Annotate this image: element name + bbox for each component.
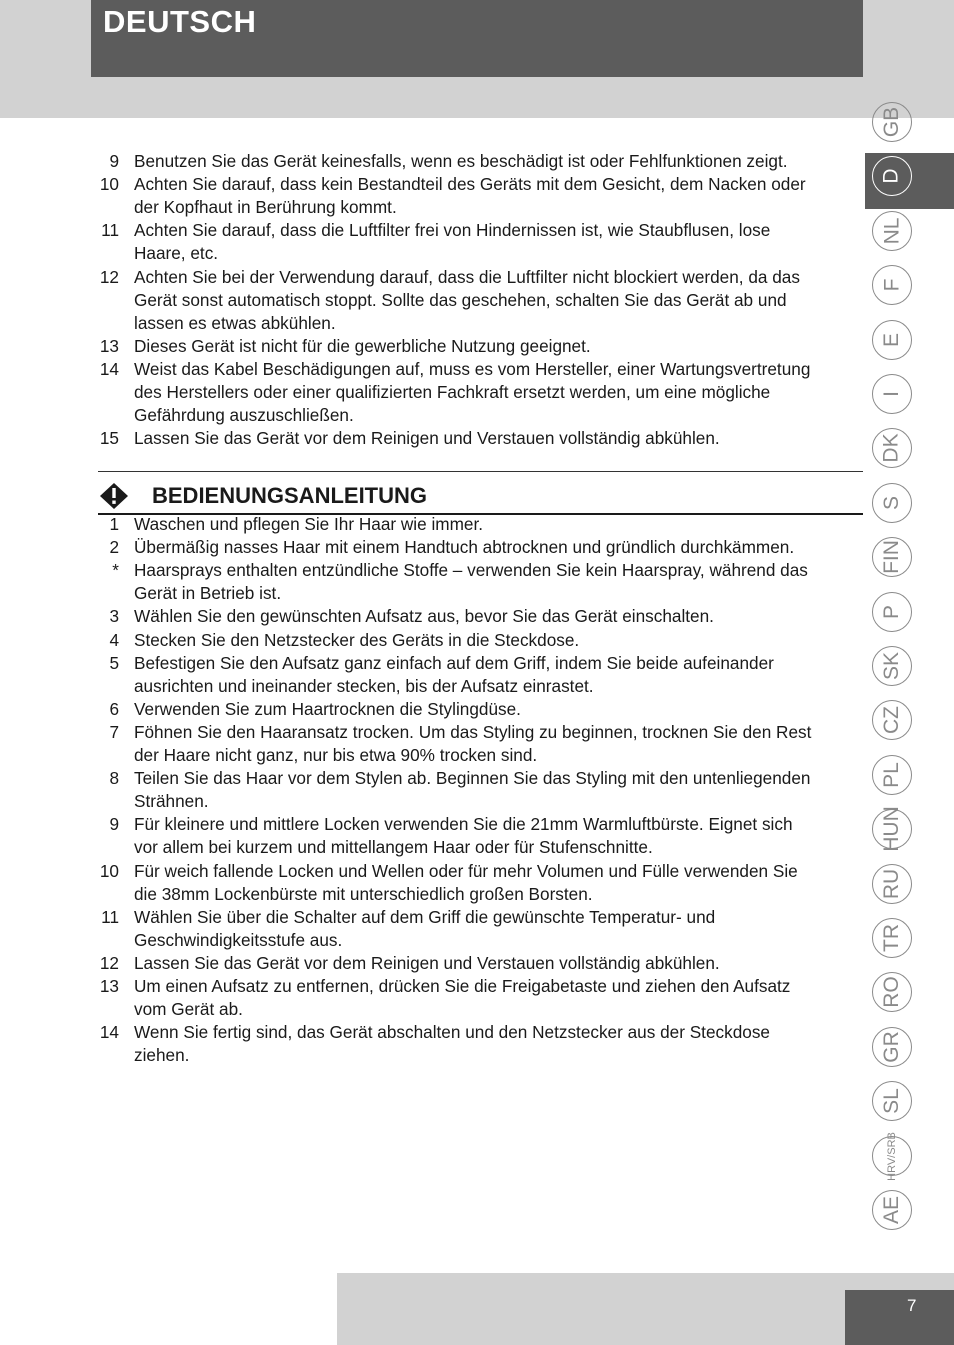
language-tab-ro[interactable] — [872, 972, 912, 1012]
language-tab-fin[interactable] — [872, 537, 912, 577]
list-item-line: der Kopfhaut in Berührung kommt. — [134, 197, 397, 218]
language-tab-hun[interactable] — [872, 806, 912, 852]
list-item-line: Für kleinere und mittlere Locken verwenden Sie die 21mm Warmluftbürste. Eignet sich — [134, 814, 793, 835]
list-item-number: 4 — [109, 629, 119, 650]
language-tab-s[interactable] — [872, 483, 912, 523]
list-item-text — [134, 605, 861, 628]
language-tab-label: FIN — [879, 540, 903, 574]
list-item-text — [134, 513, 861, 536]
language-tab-label: SL — [880, 1088, 903, 1114]
language-tab-p[interactable] — [872, 592, 912, 632]
list-item-number: 14 — [99, 358, 119, 379]
list-item-number: 10 — [99, 174, 119, 195]
list-item-line: Wählen Sie über die Schalter auf dem Griff die gewünschte Temperatur- und — [134, 906, 716, 927]
list-item-number: 12 — [99, 952, 119, 973]
section-divider-top — [98, 471, 863, 472]
list-item-line: Befestigen Sie den Aufsatz ganz einfach auf dem Griff, indem Sie beide aufeinander — [134, 652, 774, 673]
list-item-text — [134, 358, 861, 427]
list-item-number: 9 — [109, 814, 119, 835]
language-tab-label: HRV/SRB — [885, 1131, 898, 1181]
list-item-line: Föhnen Sie den Haaransatz trocken. Um das Styling zu beginnen, trocknen Sie den Rest — [134, 721, 812, 742]
list-item-number: 13 — [99, 976, 119, 996]
language-tab-label: HUN — [880, 806, 903, 852]
list-item-line: Gefährdung auszuschließen. — [134, 405, 354, 426]
list-item-line: der Haare nicht ganz, nur bis etwa 90% trocken sind. — [134, 744, 538, 765]
language-tab-pl[interactable] — [872, 755, 912, 795]
list-item-line: vor allem bei kurzem und mittellangem Haar oder für Stufenschnitte. — [134, 837, 653, 858]
language-tab-label: DK — [880, 433, 903, 463]
list-item-line: Geschwindigkeitsstufe aus. — [134, 929, 343, 950]
language-tab-label: SK — [879, 651, 903, 681]
language-tab-label: S — [879, 495, 903, 511]
list-item-line: Um einen Aufsatz zu entfernen, drücken Sie die Freigabetaste und ziehen den Aufsatz — [134, 976, 791, 996]
list-item-number: 5 — [109, 652, 119, 673]
footer-left — [0, 1273, 337, 1345]
language-tab-label: F — [879, 278, 903, 292]
list-item-line: Wenn Sie fertig sind, das Gerät abschalten und den Netzstecker aus der Steckdose — [134, 1022, 770, 1043]
list-item-text — [134, 150, 861, 173]
list-item-text — [134, 767, 861, 813]
list-item-line: Gerät in Betrieb ist. — [134, 583, 282, 604]
language-tab-label: CZ — [880, 706, 903, 734]
page-number-box — [845, 1290, 954, 1345]
list-item-line: Verwenden Sie zum Haartrocknen die Stylingdüse. — [134, 698, 521, 719]
list-item-text — [134, 906, 861, 952]
list-item-line: Gerät sonst automatisch stoppt. Sollte das geschehen, schalten Sie das Gerät ab und — [134, 289, 787, 310]
list-item-line: Achten Sie darauf, dass kein Bestandteil des Geräts mit dem Gesicht, dem Nacken oder — [134, 174, 806, 195]
warning-icon — [100, 483, 128, 509]
language-tab-sk[interactable] — [872, 646, 912, 686]
language-tab-ru[interactable] — [872, 864, 912, 904]
language-tab-nl[interactable] — [872, 211, 912, 251]
list-item-line: Achten Sie bei der Verwendung darauf, dass die Luftfilter nicht blockiert werden, da das — [134, 266, 800, 287]
language-tab-gr[interactable] — [872, 1027, 912, 1067]
language-tab-i[interactable] — [872, 374, 912, 414]
list-item-number: 3 — [109, 606, 119, 627]
language-tab-label: TR — [880, 924, 903, 952]
list-item-text — [134, 975, 861, 1021]
list-item-text — [134, 219, 861, 265]
language-tab-cz[interactable] — [872, 700, 912, 740]
list-item-text — [134, 698, 861, 721]
list-item-line: Waschen und pflegen Sie Ihr Haar wie immer. — [134, 514, 484, 534]
language-tab-label: I — [880, 391, 903, 397]
list-item-text — [134, 721, 861, 767]
list-item-number: 1 — [109, 514, 119, 534]
page-number: 7 — [907, 1296, 917, 1315]
language-tab-dk[interactable] — [872, 428, 912, 468]
list-item-number: * — [112, 560, 119, 581]
list-item-line: Dieses Gerät ist nicht für die gewerbliche Nutzung geeignet. — [134, 335, 591, 356]
list-item-line: Übermäßig nasses Haar mit einem Handtuch abtrocknen und gründlich durchkämmen. — [134, 537, 795, 558]
list-item-number: 11 — [101, 906, 119, 927]
header-bar — [91, 0, 863, 77]
list-item-text — [134, 266, 861, 335]
language-tab-gb[interactable] — [872, 102, 912, 142]
section-title: BEDIENUNGSANLEITUNG — [152, 483, 428, 508]
list-item-text — [134, 860, 861, 906]
list-item-text — [134, 173, 861, 219]
list-item-text — [134, 335, 861, 358]
list-item-number: 6 — [109, 698, 119, 719]
language-tab-label: NL — [879, 217, 903, 245]
language-tab-tr[interactable] — [872, 918, 912, 958]
list-item-line: Strähnen. — [134, 791, 209, 812]
language-tab-label: GR — [880, 1031, 903, 1063]
list-item-line: ausrichten und ineinander stecken, bis der Aufsatz einrastet. — [134, 675, 594, 696]
language-tab-label: D — [879, 168, 903, 184]
language-tab-label: P — [879, 604, 903, 620]
list-item-line: die 38mm Lockenbürste mit unterschiedlich großen Borsten. — [134, 883, 593, 904]
language-tab-label: AE — [879, 1195, 903, 1225]
language-tab-label: PL — [880, 762, 903, 788]
list-item-line: ziehen. — [134, 1045, 190, 1066]
list-item-number: 10 — [99, 860, 119, 881]
language-tab-label: GB — [880, 106, 903, 138]
list-item-number: 7 — [109, 721, 119, 742]
list-item-number: 12 — [99, 266, 119, 287]
list-item-line: Benutzen Sie das Gerät keinesfalls, wenn es beschädigt ist oder Fehlfunktionen zeigt. — [134, 151, 788, 171]
list-item-line: Haare, etc. — [134, 243, 219, 264]
language-tab-e[interactable] — [872, 320, 912, 360]
list-item-line: Haarsprays enthalten entzündliche Stoffe – verwenden Sie kein Haarspray, während das — [134, 560, 808, 581]
list-item-text — [134, 559, 861, 605]
list-item-number: 8 — [109, 768, 119, 789]
language-tab-label: RO — [880, 976, 903, 1008]
language-tab-ae[interactable] — [872, 1190, 912, 1230]
list-item-number: 14 — [99, 1022, 119, 1043]
list-item-text — [134, 813, 861, 859]
language-tab-label: RU — [880, 868, 903, 900]
list-item-line: Lassen Sie das Gerät vor dem Reinigen und Verstauen vollständig abkühlen. — [134, 428, 720, 449]
list-item-number: 2 — [109, 537, 119, 558]
list-item-line: Für weich fallende Locken und Wellen oder für mehr Volumen und Fülle verwenden Sie — [134, 860, 798, 881]
list-item-line: Lassen Sie das Gerät vor dem Reinigen und Verstauen vollständig abkühlen. — [134, 952, 720, 973]
list-item-text — [134, 536, 861, 559]
language-tab-f[interactable] — [872, 265, 912, 305]
page-title: DEUTSCH — [103, 4, 257, 39]
language-tab-sl[interactable] — [872, 1081, 912, 1121]
list-item-number: 9 — [109, 151, 119, 171]
list-item-line: lassen es etwas abkühlen. — [134, 312, 336, 333]
list-item-line: Teilen Sie das Haar vor dem Stylen ab. Beginnen Sie das Styling mit den untenliegenden — [134, 768, 811, 789]
list-item-number: 13 — [99, 335, 119, 356]
list-item-text — [134, 652, 861, 698]
list-item-text — [134, 629, 861, 652]
list-item-line: Stecken Sie den Netzstecker des Geräts in die Steckdose. — [134, 629, 580, 650]
list-item-text — [134, 952, 861, 975]
list-item-line: Wählen Sie den gewünschten Aufsatz aus, bevor Sie das Gerät einschalten. — [134, 606, 714, 627]
list-item-line: Weist das Kabel Beschädigungen auf, muss es vom Hersteller, einer Wartungsvertretung — [134, 358, 811, 379]
footer-bar — [337, 1273, 863, 1345]
list-item-text — [134, 427, 861, 450]
language-tab-d[interactable] — [872, 156, 912, 196]
list-item-number: 11 — [101, 220, 119, 241]
list-item-line: des Herstellers oder einer qualifizierten Fachkraft ersetzt werden, um eine mögliche — [134, 381, 771, 402]
list-item-text — [134, 1021, 861, 1067]
language-tab-label: E — [879, 332, 903, 348]
list-item-number: 15 — [99, 428, 119, 449]
language-tab-hrv-srb[interactable] — [872, 1131, 912, 1181]
list-item-line: Achten Sie darauf, dass die Luftfilter frei von Hindernissen ist, wie Staubflusen, lose — [134, 220, 771, 241]
list-item-line: vom Gerät ab. — [134, 999, 243, 1020]
